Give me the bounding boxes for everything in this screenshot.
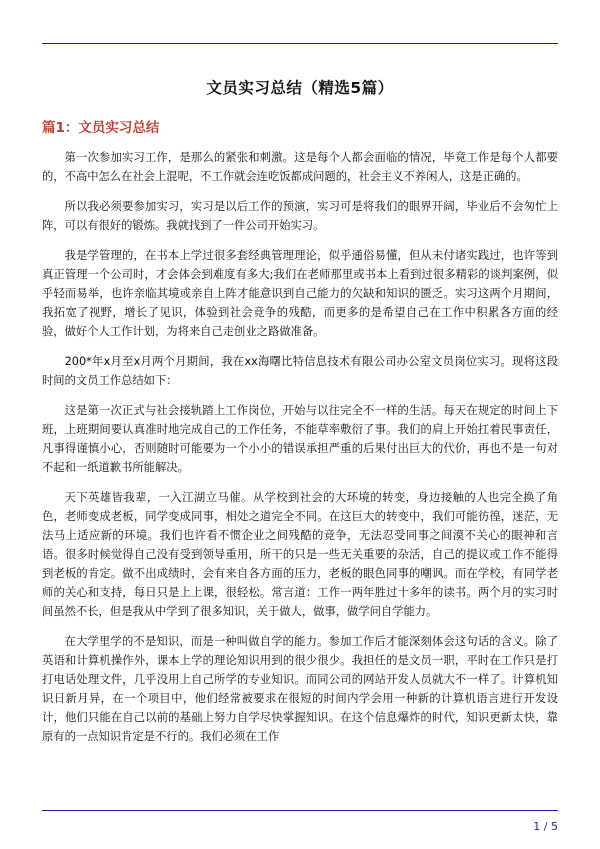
paragraph: 天下英雄皆我辈，一入江湖立马催。从学校到社会的大环境的转变，身边接触的人也完全换了角色，老师变成老板，同学变成同事，相处之道完全不同。在这巨大的转变中，我们可能彷徨，迷茫，无法马上适应新的环境。我们也许看不惯企业之间残酷的竞争，无法忍受同事之间漠不关心的眼神和言语。很多时候觉得自己没有受到领导重用，所干的只是一些无关重要的杂活，自己的提议或工作不能得到老板的肯定。做不出成绩时，会有来自各方面的压力，老板的眼色同事的嘲讽。而在学校，有同学老师的关心和支持，每日只是上上课，很轻松。常言道：工作一两年胜过十多年的读书。两个月的实习时间虽然不长，但是我从中学到了很多知识，关于做人，做事，做学问自学能力。 xyxy=(42,491,558,618)
paragraph: 200*年x月至x月两个月期间，我在xx海曙比特信息技术有限公司办公室文员岗位实习。现将这段时间的文员工作总结如下： xyxy=(42,355,558,387)
paragraph: 所以我必须要参加实习，实习是以后工作的预演，实习可是将我们的眼界开阔，毕业后不会匆忙上阵，可以有很好的锻炼。我就找到了一件公司开始实习。 xyxy=(42,200,558,232)
header-rule xyxy=(42,43,558,44)
paragraph: 我是学管理的，在书本上学过很多套经典管理理论，似乎通俗易懂，但从未付诸实践过，也许等到真正管理一个公司时，才会体会到难度有多大;我们在老师那里或书本上看到过很多精彩的谈判案例，似乎轻而易举，也许亲临其境或亲自上阵才能意识到自己能力的欠缺和知识的匮乏。实习这两个月期间，我拓宽了视野，增长了见识，体验到社会竞争的残酷，而更多的是希望自己在工作中积累各方面的经验，做好个人工作计划，为将来自己走创业之路做准备。 xyxy=(42,249,558,338)
page-number: 1 / 5 xyxy=(533,820,558,833)
section-heading: 篇1：文员实习总结 xyxy=(42,120,160,136)
document-title: 文员实习总结（精选5篇） xyxy=(206,79,394,97)
document-body xyxy=(42,148,558,757)
paragraph: 第一次参加实习工作，是那么的紧张和刺激。这是每个人都会面临的情况，毕竟工作是每个人都要的，不高中怎么在社会上混呢，不工作就会连吃饭都成问题的，社会主义不养闲人，这是正确的。 xyxy=(42,151,558,183)
footer-rule xyxy=(42,810,558,811)
paragraph: 这是第一次正式与社会接轨踏上工作岗位，开始与以往完全不一样的生活。每天在规定的时间上下班，上班期间要认真准时地完成自己的工作任务，不能草率敷衍了事。我们的肩上开始扛着民事责任，凡事得谨慎小心，否则随时可能要为一个小小的错误承担严重的后果付出巨大的代价，再也不是一句对不起和一纸道歉书所能解决。 xyxy=(42,404,558,474)
paragraph: 在大学里学的不是知识，而是一种叫做自学的能力。参加工作后才能深刻体会这句话的含义。除了英语和计算机操作外，课本上学的理论知识用到的很少很少。我担任的是文员一职，平时在工作只是打打电话处理文件，几乎没用上自己所学的专业知识。而同公司的网站开发人员就大不一样了。计算机知识日新月异，在一个项目中，他们经常被要求在很短的时间内学会用一种新的计算机语言进行开发设计，他们只能在自己以前的基础上努力自学尽快掌握知识。在这个信息爆炸的时代，知识更新太快，靠原有的一点知识肯定是不行的。我们必须在工作 xyxy=(42,635,558,743)
